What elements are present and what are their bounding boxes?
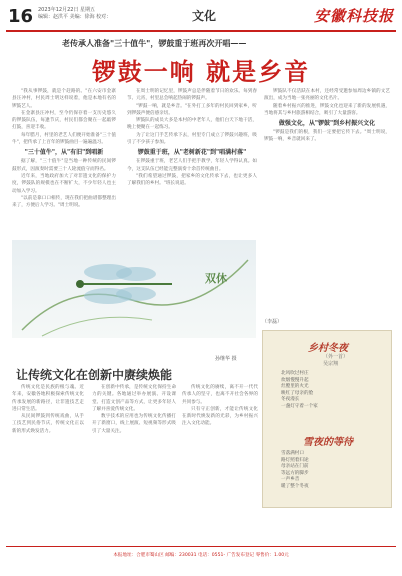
paragraph: 锣鼓队的成员大多是本村的中老年人，他们白天下地干活，晚上便聚在一起练习。 bbox=[127, 118, 257, 131]
poem-body bbox=[281, 451, 309, 491]
article-headline: 锣鼓一响 就是乡音 bbox=[91, 58, 311, 86]
editor-credits: 编辑：赵洪平 美编：徐海 校对： bbox=[38, 13, 112, 20]
paragraph: 每年腊月，村里的老艺人们便开始准备"三十值牛"，把传承了上百年的锣鼓曲目一遍遍温习。 bbox=[12, 132, 116, 146]
paragraph: 在创新中传承，是传统文化保持生命力的关键。各地通过举办展演、开设课堂、打造文创产品等方式，让更多年轻人了解并喜爱传统文化。 bbox=[92, 385, 176, 412]
paragraph: 数字技术的应用也为传统文化传播打开了新窗口，线上展演、短视频等形式吸引了大量关注。 bbox=[92, 414, 176, 434]
paragraph: 传统文化是民族的根与魂。近年来，安徽各地积极探索传统文化传承发展的新路径，让非遗技艺走进日常生活。 bbox=[12, 385, 84, 412]
section-heading: 锣鼓重于班，从"老树新花"到"唱满村落" bbox=[137, 149, 247, 157]
dragonfly-art bbox=[12, 240, 256, 338]
page-footer: 本报地址：合肥市蜀山区 邮编：230031 电话：0551- 广告发布登记 零售价：1.00元 bbox=[113, 553, 289, 558]
poetry-sidebar bbox=[262, 330, 392, 508]
paragraph: 传统文化的赓续，离不开一代代传承人的坚守，也离不开社会各界的共同参与。 bbox=[182, 385, 258, 405]
issue-date: 2023年12月22日 星期五 bbox=[38, 7, 96, 13]
paragraph: 在金寨县汪冲村，至今仍保存着一支历史悠久的锣鼓队伍，每逢节庆，村民们都会聚在一起敲锣打鼓，喜迎丰收。 bbox=[12, 110, 116, 131]
poem-line: 路灯照着归途 bbox=[281, 457, 309, 463]
paragraph: 在锣鼓重于班，老艺人们手把手教学，年轻人学得认真。如今，这支队伍已经能完整演奏十余首传统曲目。 bbox=[127, 159, 257, 172]
poem-line: 灶膛里的火光 bbox=[281, 384, 309, 390]
poem-line: 冬夜漫长 bbox=[281, 397, 300, 403]
poem-line: 等远方的脚步 bbox=[281, 470, 309, 476]
art-caption-label: 双休 bbox=[205, 272, 227, 285]
paragraph: 锣鼓队不仅活跃在本村，还经常受邀参加周边乡镇的文艺演出，成为当地一张亮丽的文化名片。 bbox=[264, 89, 390, 102]
paragraph: 在周士明的记忆里，锣鼓声总是伴随着节日的欢乐。每到春节、元宵，村里总会响起热闹的锣鼓声。 bbox=[127, 89, 257, 102]
poem-title: 乡村冬夜 bbox=[308, 343, 348, 354]
article-subhead: 老传承人准备"三十值牛"，锣鼓重于班再次开唱—— bbox=[62, 38, 247, 48]
masthead-meta bbox=[38, 7, 111, 20]
poem-line: 雪落满村口 bbox=[281, 451, 304, 456]
paragraph: 为了让这门手艺传承下去，村里专门成立了锣鼓兴趣班，吸引了不少孩子参加。 bbox=[127, 132, 257, 146]
poem-line: 一声乡音 bbox=[281, 477, 300, 483]
poem-line: 映红了母亲的脸 bbox=[281, 390, 314, 396]
second-article-column-3 bbox=[182, 384, 258, 542]
dragonfly-illustration bbox=[12, 240, 256, 338]
paragraph: 只有守正创新，才能让传统文化在新时代焕发新的光彩，为乡村振兴注入文化动能。 bbox=[182, 406, 258, 427]
page-number: 16 bbox=[8, 6, 34, 27]
poem-line: 一盏灯守着一个家 bbox=[281, 403, 318, 409]
poem-title: 雪夜的等待 bbox=[303, 437, 353, 448]
poem-line: 母亲站在门前 bbox=[281, 464, 309, 470]
paragraph: "我们希望通过锣鼓，把家乡的文化传承下去，也让更多人了解我们的乡村。"班长说道。 bbox=[127, 173, 257, 187]
second-article-column-1 bbox=[12, 384, 84, 542]
paragraph: 近年来，当地政府加大了对非遗文化的保护力度，锣鼓队的规模也在不断扩大，不少年轻人也主动加入学习。 bbox=[12, 173, 116, 194]
second-article-column-2 bbox=[92, 384, 176, 542]
article-credit: （李磊） bbox=[262, 319, 283, 325]
poem-line: 暖了整个冬夜 bbox=[281, 483, 309, 489]
poem-line: 北风吹过村庄 bbox=[281, 371, 309, 376]
poem-line: 炊烟慢慢升起 bbox=[281, 377, 309, 383]
article-column-3 bbox=[264, 88, 390, 328]
paragraph: 据了解，"三十值牛"是当地一种传统的民间锣鼓形式，因演奏时需要三十人轮流值守而得名。 bbox=[12, 159, 116, 172]
dragonfly-icon bbox=[76, 264, 172, 304]
poem-subtitle: （外一首） bbox=[323, 354, 349, 360]
paragraph: 从民间锣鼓到传统戏曲，从手工技艺到民俗节庆，传统文化正以新的形式焕发活力。 bbox=[12, 414, 84, 434]
poem-body bbox=[281, 371, 318, 411]
poem-author: 吴宗翔 bbox=[323, 361, 339, 367]
section-title: 文化 bbox=[192, 9, 217, 23]
newspaper-logo: 安徽科技报 bbox=[313, 7, 394, 25]
paragraph: "锣鼓一响，就是乡音。"在外打工多年的村民回到家乡，听到锣鼓声便倍感亲切。 bbox=[127, 103, 257, 116]
header-rule bbox=[6, 30, 396, 32]
footer-rule bbox=[6, 546, 396, 547]
masthead bbox=[6, 4, 396, 30]
paragraph: "我从事锣鼓，就是个赶路的。"在六安市金寨县汪冲村，村民周士明这样说着，他是本地有名的锣鼓艺人。 bbox=[12, 89, 116, 109]
paragraph: "以前是靠口口相传，现在我们把曲谱都整理出来了，方便后人学习。"周士明说。 bbox=[12, 195, 116, 209]
second-article-headline: 让传统文化在创新中赓续焕能 bbox=[16, 368, 173, 382]
reed-stem bbox=[42, 317, 152, 336]
section-heading: 做强文化，从"锣鼓"到乡村振兴文化 bbox=[278, 120, 376, 128]
paragraph: 随着乡村振兴的推进，锣鼓文化也迎来了新的发展机遇，当地将其与乡村旅游相结合，吸引了大量游客。 bbox=[264, 103, 390, 116]
paragraph: "锣鼓是我们的根，我们一定要把它传下去。"周士明说，锣鼓一响，乡音就回来了。 bbox=[264, 130, 390, 143]
section-heading: "三十值牛"，从"有旧"到唱新 bbox=[24, 149, 104, 157]
photo-credit: 孙继华 摄 bbox=[215, 356, 237, 362]
